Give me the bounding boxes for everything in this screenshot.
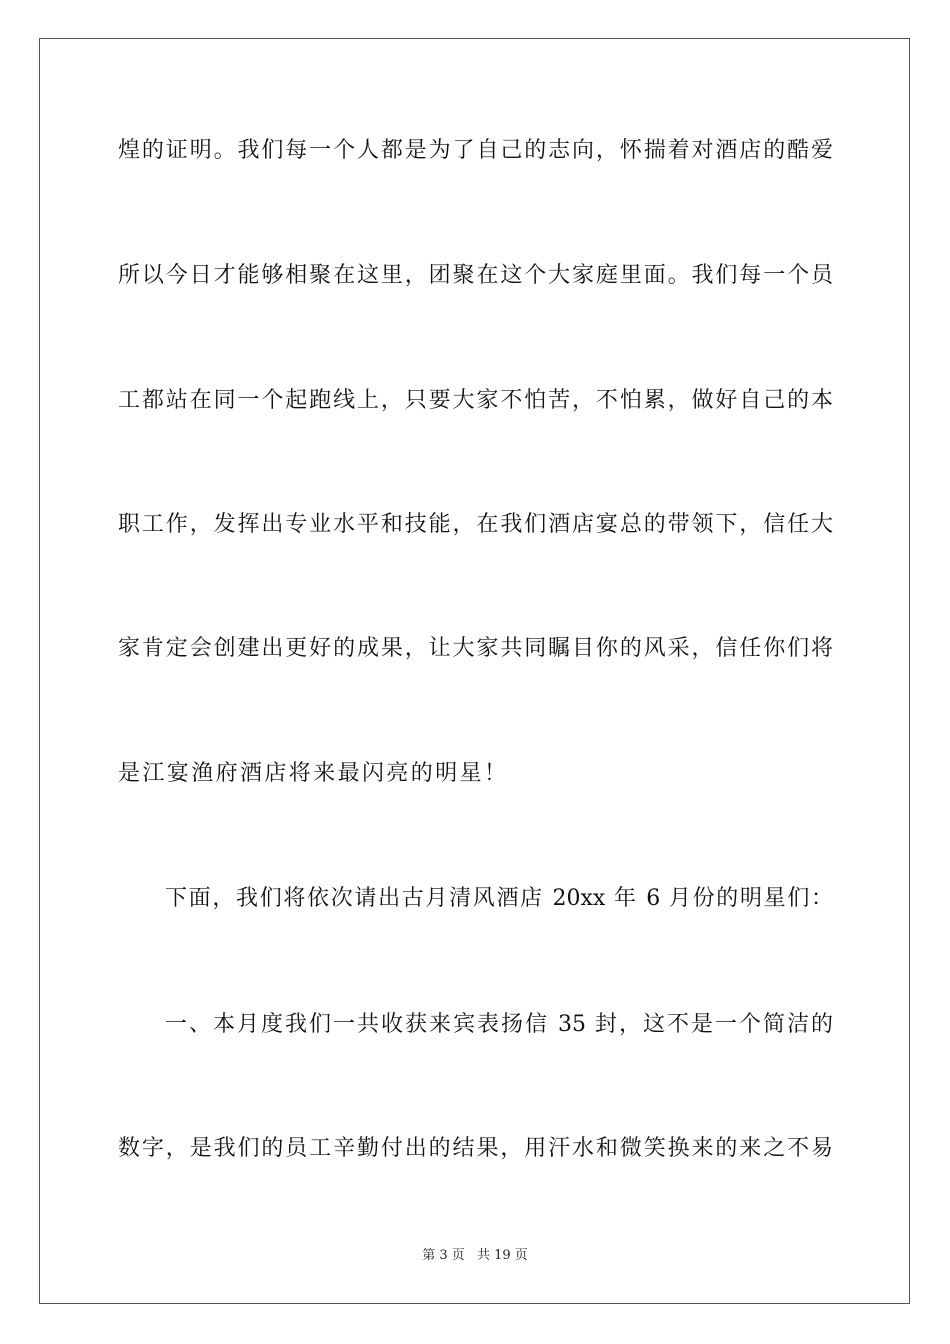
text-line-9: 数字，是我们的员工辛勤付出的结果，用汗水和微笑换来的来之不易 <box>118 1136 833 1161</box>
text-line-2: 所以今日才能够相聚在这里，团聚在这个大家庭里面。我们每一个员 <box>118 263 833 288</box>
text-line-4: 职工作，发挥出专业水平和技能，在我们酒店宴总的带领下，信任大 <box>118 512 833 537</box>
text-line-5: 家肯定会创建出更好的成果，让大家共同瞩目你的风采，信任你们将 <box>118 636 833 661</box>
page-footer <box>0 1248 950 1264</box>
text-line-7: 下面，我们将依次请出古月清风酒店 20xx 年 6 月份的明星们： <box>165 886 833 911</box>
page-number-current: 第 3 页 <box>422 1248 465 1263</box>
text-line-8: 一、本月度我们一共收获来宾表扬信 35 封，这不是一个简洁的 <box>165 1012 833 1037</box>
page-number-total: 共 19 页 <box>476 1248 528 1263</box>
text-line-1: 煌的证明。我们每一个人都是为了自己的志向，怀揣着对酒店的酷爱 <box>118 138 833 163</box>
page-frame <box>39 38 910 1304</box>
text-line-6: 是江宴渔府酒店将来最闪亮的明星！ <box>118 761 509 786</box>
text-line-3: 工都站在同一个起跑线上，只要大家不怕苦，不怕累，做好自己的本 <box>118 388 833 413</box>
